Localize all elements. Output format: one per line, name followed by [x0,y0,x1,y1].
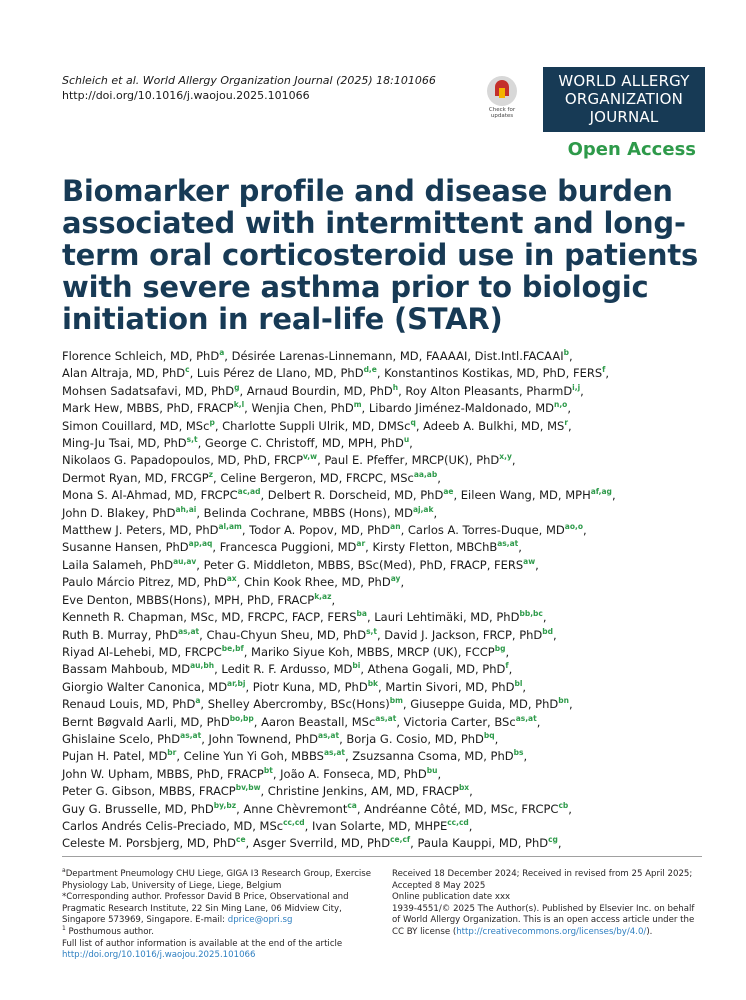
affiliation-marker[interactable]: ao,o [564,522,583,532]
author-name: , Chin Kook Rhee, MD, PhD [236,575,391,590]
affiliation-marker[interactable]: k,l [233,400,245,410]
affiliation-marker[interactable]: bb,bc [519,609,543,619]
author-name: , Francesca Puggioni, MD [212,540,357,555]
author-name: , Athena Gogali, MD, PhD [360,662,506,677]
author-name: Eve Denton, MBBS(Hons), MPH, PhD, FRACP [62,592,315,607]
author-name: Mona S. Al-Ahmad, MD, FRCPC [62,488,238,503]
journal-logo [543,67,705,132]
author-name: , Victoria Carter, BSc [396,714,516,729]
affiliation-marker[interactable]: aj,ak [412,504,434,514]
author-name: , [518,540,522,555]
affiliation-marker[interactable]: i,j [572,382,581,392]
affiliation-marker[interactable]: c [185,365,190,375]
author-line [62,679,712,696]
publication-info [392,869,704,939]
affiliation-marker[interactable]: be,bf [221,644,244,654]
author-name: Bernt Bøgvald Aarli, MD, PhD [62,714,230,729]
affiliation-marker[interactable]: ay [390,574,401,584]
affiliation-marker[interactable]: al,am [218,522,242,532]
author-name: , Todor A. Popov, MD, PhD [241,523,391,538]
affiliation-marker[interactable]: bq [483,731,495,741]
author-name: Laila Salameh, PhD [62,557,174,572]
journal-citation: Schleich et al. World Allergy Organization Journal (2025) 18:101066 [62,74,436,87]
email-link[interactable]: dprice@opri.sg [227,915,293,926]
author-name: , Charlotte Suppli Ulrik, MD, DMSc [214,418,411,433]
author-line [62,435,712,452]
author-line [62,452,712,469]
author-line [62,835,712,852]
author-line [62,818,712,835]
author-name: Ming-Ju Tsai, MD, PhD [62,436,187,451]
author-name: Nikolaos G. Papadopoulos, MD, PhD, FRCP [62,453,304,468]
affiliation-marker[interactable]: as,at [497,539,519,549]
author-line [62,592,712,609]
author-name: , [536,714,541,729]
author-name: Pujan H. Patel, MD [62,749,168,764]
author-name: Ruth B. Murray, PhD [62,627,179,642]
affiliation-marker[interactable]: ce,cf [390,835,411,845]
author-name: , Piotr Kuna, MD, PhD [245,679,368,694]
author-name: , Belinda Cochrane, MBBS (Hons), MD [196,505,413,520]
author-name: , Eileen Wang, MD, MPH [453,488,591,503]
affiliation-marker[interactable]: by,bz [213,800,237,810]
author-name: , Adeeb A. Bulkhi, MD, MS [415,418,565,433]
author-name: , [409,436,413,451]
author-name: Mohsen Sadatsafavi, MD, PhD [62,383,235,398]
author-name: , [542,610,547,625]
author-name: , Chau-Chyun Sheu, MD, PhD [199,627,367,642]
author-line [62,627,712,644]
author-name: , [553,627,557,642]
author-name: , Peter G. Middleton, MBBS, BSc(Med), PhD, FRACP, FERS [196,557,524,572]
author-name: , Celine Yun Yi Goh, MBBS [176,749,324,764]
author-name: , Ledit R. F. Ardusso, MD [214,662,353,677]
footnotes [62,869,377,962]
author-name: , [433,505,438,520]
corresponding-author-footnote: *Corresponding author. Professor David B Price, Observational and Pragmatic Research Institute, 22 Sin Ming Lane, 06 Midview City, Singapore 573969, Singapore. E-mail: dprice@opri.sg [62,892,349,926]
author-line [62,505,712,522]
posthumous-footnote: $^1$ Posthumous author. [62,925,154,937]
affiliation-marker[interactable]: x,y [499,452,512,462]
affiliation-marker[interactable]: aw [523,557,536,567]
author-name: Kenneth R. Chapman, MSc, MD, FRCPC, FACP, FERS [62,610,357,625]
author-name: , Paul E. Pfeffer, MRCP(UK), PhD [317,453,500,468]
publication-dates: Received 18 December 2024; Received in revised from 25 April 2025; Accepted 8 May 2025 [392,869,693,891]
affiliation-marker[interactable]: ar,bj [227,678,246,688]
affiliation-marker[interactable]: g [234,382,240,392]
author-name: , Asger Sverrild, MD, PhD [245,836,391,851]
affiliation-marker[interactable]: bt [263,765,273,775]
affiliation-marker[interactable]: cc,cd [447,818,469,828]
affiliation-marker[interactable]: as,at [323,748,345,758]
author-name: , George C. Christoff, MD, MPH, PhD [197,436,404,451]
author-line [62,783,712,800]
affiliation-marker[interactable]: ax [226,574,237,584]
affiliation-marker[interactable]: cb [558,800,569,810]
author-name: , João A. Fonseca, MD, PhD [272,766,427,781]
footer-divider [62,856,702,857]
author-name: , [508,662,513,677]
author-name: , Luis Pérez de Llano, MD, PhD [189,366,364,381]
author-name: , [557,836,562,851]
journal-logo-line-3: JOURNAL [589,108,659,126]
affiliation-marker[interactable]: ce [236,835,246,845]
affiliation-marker[interactable]: m [353,400,362,410]
author-name: , [605,366,610,381]
affiliation-marker[interactable]: bm [389,696,403,706]
affiliation-marker[interactable]: as,at [318,731,340,741]
author-name: Simon Couillard, MD, MSc [62,418,210,433]
author-name: , Carlos A. Torres-Duque, MD [400,523,565,538]
author-name: , [511,453,516,468]
journal-logo-line-1: WORLD ALLERGY [558,72,690,90]
author-line [62,365,712,382]
author-name: Mark Hew, MBBS, PhD, FRACP [62,401,234,416]
affiliation-marker[interactable]: r [564,417,569,427]
affiliation-marker[interactable]: q [410,417,416,427]
author-name: , [494,731,499,746]
author-name: , [568,801,572,816]
author-name: Riyad Al-Lehebi, MD, FRCPC [62,644,222,659]
author-name: , Andréanne Côté, MD, MSc, FRCPC [356,801,559,816]
affiliation-marker[interactable]: v,w [303,452,318,462]
affiliation-marker[interactable]: bl [514,678,523,688]
affiliation-marker[interactable]: ah,ai [175,504,197,514]
author-name: , [582,523,587,538]
author-name: , [437,766,442,781]
affiliation-marker[interactable]: bu [426,765,438,775]
license-link[interactable]: http://creativecommons.org/licenses/by/4.0/ [456,926,647,937]
affiliation-marker[interactable]: u [403,435,410,445]
affiliation-marker[interactable]: a [219,348,225,358]
affiliation-marker[interactable]: a [195,696,201,706]
author-name: , Shelley Abercromby, BSc(Hons) [200,697,390,712]
author-name: , Delbert R. Dorscheid, MD, PhD [260,488,444,503]
author-name: Susanne Hansen, PhD [62,540,189,555]
affiliation-marker[interactable]: as,at [180,731,202,741]
author-line [62,557,712,574]
author-name: , Giuseppe Guida, MD, PhD [402,697,559,712]
author-name: , Borja G. Cosio, MD, PhD [339,731,484,746]
affiliation-marker[interactable]: k,az [314,591,332,601]
author-name: , [331,592,336,607]
author-line [62,418,712,435]
full-author-list-note: Full list of author information is available at the end of the article [62,938,343,949]
affiliation-marker[interactable]: ba [356,609,367,619]
author-name: Alan Altraja, MD, PhD [62,366,186,381]
affiliation-marker[interactable]: d,e [363,365,377,375]
author-line [62,609,712,626]
author-name: , [611,488,616,503]
author-name: , [400,575,405,590]
author-name: Peter G. Gibson, MBBS, FRACP [62,784,236,799]
author-name: , [568,697,573,712]
author-name: John D. Blakey, PhD [62,505,176,520]
affiliation-marker[interactable]: s,t [366,626,377,636]
affiliation-marker[interactable]: p [209,417,215,427]
author-name: , Kirsty Fletton, MBChB [365,540,498,555]
author-name: , Mariko Siyue Koh, MBBS, MRCP (UK), FCCP [243,644,495,659]
author-line [62,522,712,539]
author-name: , Konstantinos Kostikas, MD, PhD, FERS [376,366,603,381]
author-name: Guy G. Brusselle, MD, PhD [62,801,214,816]
author-line [62,696,712,713]
author-name: , Paula Kauppi, MD, PhD [410,836,549,851]
author-line [62,661,712,678]
author-name: Dermot Ryan, MD, FRCGP [62,470,209,485]
affiliation-marker[interactable]: as,at [178,626,200,636]
affiliation-marker[interactable]: bg [494,644,506,654]
crossmark-label: Check for updates [488,107,516,119]
affiliation-marker[interactable]: bv,bw [235,783,261,793]
affiliation-marker[interactable]: ae [443,487,454,497]
affiliation-marker[interactable]: ar [356,539,366,549]
affiliation-marker[interactable]: bn [558,696,569,706]
author-name: , Celine Bergeron, MD, FRCPC, MSc [213,470,414,485]
author-name: , Wenjia Chen, PhD [244,401,354,416]
author-line [62,574,712,591]
affiliation-marker[interactable]: an [390,522,401,532]
affiliation-marker[interactable]: b [563,348,569,358]
affiliation-marker[interactable]: f [505,661,509,671]
doi-link[interactable]: http://doi.org/10.1016/j.waojou.2025.101066 [62,89,310,102]
affiliation-marker[interactable]: n,o [553,400,568,410]
author-name: , [505,644,510,659]
journal-citation-block [62,73,436,103]
author-name: Renaud Louis, MD, PhD [62,697,196,712]
affiliation-marker[interactable]: as,at [515,713,537,723]
affiliation-footnote: $^a$Department Pneumology CHU Liege, GIGA I3 Research Group, Exercise Physiology Lab, University of Liege, Liege, Belgium [62,867,372,891]
journal-logo-line-2: ORGANIZATION [564,90,684,108]
author-line [62,748,712,765]
author-line [62,383,712,400]
author-line [62,400,712,417]
author-name: , [469,784,473,799]
author-name: Paulo Márcio Pitrez, MD, PhD [62,575,227,590]
author-name: , Zsuzsanna Csoma, MD, PhD [344,749,514,764]
open-access-label: Open Access [567,139,696,160]
affiliation-marker[interactable]: bd [542,626,554,636]
author-name: Giorgio Walter Canonica, MD [62,679,228,694]
author-name: , [568,418,572,433]
author-name: , [437,470,441,485]
author-name: , Lauri Lehtimäki, MD, PhD [366,610,520,625]
author-name: , Aaron Beastall, MSc [253,714,376,729]
author-line [62,487,712,504]
online-publication-date: Online publication date xxx [392,892,511,903]
affiliation-marker[interactable]: z [208,470,214,480]
check-for-updates-badge[interactable] [487,76,517,118]
affiliation-marker[interactable]: bo,bp [229,713,254,723]
affiliation-marker[interactable]: bx [458,783,470,793]
author-name: Ghislaine Scelo, PhD [62,731,181,746]
author-name: Matthew J. Peters, MD, PhD [62,523,219,538]
author-name: Celeste M. Porsbjerg, MD, PhD [62,836,236,851]
author-name: , Roy Alton Pleasants, PharmD [398,383,573,398]
affiliation-marker[interactable]: cg [548,835,558,845]
author-line [62,644,712,661]
author-name: , [468,818,473,833]
author-name: , [522,679,527,694]
author-name: , Désirée Larenas-Linnemann, MD, FAAAAI, Dist.Intl.FACAAI [224,349,564,363]
author-name: , Anne Chèvremont [236,801,348,816]
footer-doi-link[interactable]: http://doi.org/10.1016/j.waojou.2025.101066 [62,950,256,961]
author-name: , John Townend, PhD [201,731,319,746]
author-name: , [580,383,584,398]
author-line [62,714,712,731]
affiliation-marker[interactable]: ac,ad [237,487,261,497]
author-name: Carlos Andrés Celis-Preciado, MD, MSc [62,818,284,833]
author-line [62,801,712,818]
author-name: , Libardo Jiménez-Maldonado, MD [361,401,554,416]
author-name: , [568,349,573,363]
affiliation-marker[interactable]: aa,ab [413,470,438,480]
affiliation-marker[interactable]: au,bh [190,661,215,671]
author-line [62,539,712,556]
author-name: , Arnaud Bourdin, MD, PhD [239,383,393,398]
author-line [62,470,712,487]
affiliation-marker[interactable]: ca [347,800,357,810]
affiliation-marker[interactable]: br [167,748,177,758]
affiliation-marker[interactable]: bs [513,748,524,758]
affiliation-marker[interactable]: af,ag [590,487,612,497]
author-name: , Ivan Solarte, MD, MHPE [304,818,448,833]
crossmark-icon [487,76,517,106]
affiliation-marker[interactable]: bk [367,678,379,688]
author-name: , Christine Jenkins, AM, MD, FRACP [260,784,459,799]
author-line [62,348,712,365]
affiliation-marker[interactable]: f [602,365,606,375]
author-name: Bassam Mahboub, MD [62,662,191,677]
author-line [62,731,712,748]
affiliation-marker[interactable]: h [392,382,399,392]
affiliation-marker[interactable]: ap,aq [188,539,213,549]
author-name: , [535,557,539,572]
author-name: Florence Schleich, MD, PhD [62,349,220,363]
affiliation-marker[interactable]: bi [352,661,361,671]
author-list [62,348,712,853]
affiliation-marker[interactable]: cc,cd [283,818,305,828]
author-line [62,766,712,783]
affiliation-marker[interactable]: au,av [173,557,197,567]
affiliation-marker[interactable]: as,at [375,713,397,723]
author-name: , Martin Sivori, MD, PhD [378,679,515,694]
author-name: , David J. Jackson, FRCP, PhD [376,627,543,642]
author-name: John W. Upham, MBBS, PhD, FRACP [62,766,264,781]
author-name: , [567,401,571,416]
copyright-notice: 1939-4551/© 2025 The Author(s). Published by Elsevier Inc. on behalf of World Allergy Organization. This is an open access article under the CC BY license (http://creativecommons.org/licenses/by/4.0/). [392,903,695,937]
article-title: Biomarker profile and disease burden associated with intermittent and long-term oral corticosteroid use in patients with severe asthma prior to biologic initiation in real-life (STAR) [62,174,699,336]
affiliation-marker[interactable]: s,t [186,435,198,445]
author-name: , [523,749,528,764]
